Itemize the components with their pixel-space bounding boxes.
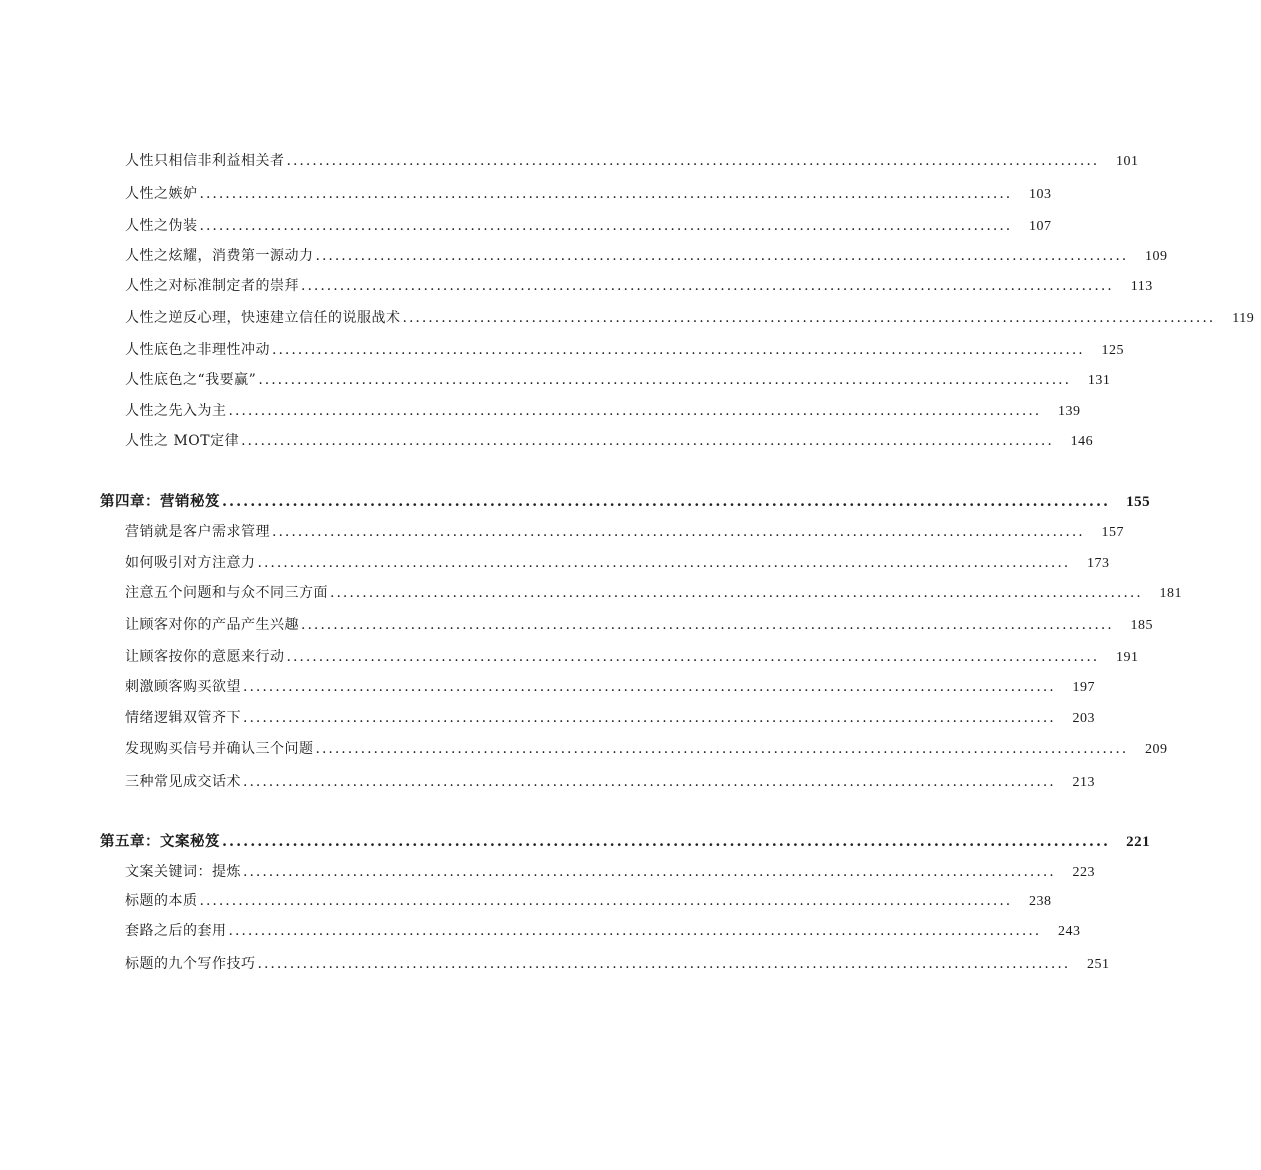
entry-page-number: 243 [1057,924,1081,939]
dot-leader: .............................................................................................................................. [222,493,1111,510]
entry-page-number: 109 [1144,249,1168,264]
dot-leader: .............................................................................................................................. [243,774,1056,790]
dot-leader: .............................................................................................................................. [315,741,1129,757]
toc-entry[interactable] [125,275,1153,297]
entry-title: 人性之嫉妒 [125,186,198,202]
toc-entry[interactable] [125,614,1153,636]
entry-page-number: 113 [1130,279,1153,294]
entry-page-number: 251 [1086,957,1110,972]
entry-title: 发现购买信号并确认三个问题 [125,741,314,757]
dot-leader: .............................................................................................................................. [286,153,1100,169]
dot-leader: .............................................................................................................................. [228,403,1042,419]
entry-title: 标题的本质 [125,893,198,909]
entry-title: 套路之后的套用 [125,923,227,939]
entry-page-number: 203 [1072,711,1095,726]
entry-title: 人性之伪装 [125,218,198,234]
entry-page-number: 139 [1057,404,1081,419]
toc-entry[interactable] [125,582,1182,604]
toc-entry[interactable] [125,400,1081,422]
entry-page-number: 173 [1086,556,1110,571]
entry-page-number: 185 [1130,618,1153,633]
entry-page-number: 191 [1115,650,1139,665]
toc-entry[interactable] [125,707,1095,729]
dot-leader: .............................................................................................................................. [402,310,1216,326]
toc-entry[interactable] [125,953,1110,975]
entry-page-number: 107 [1028,219,1052,234]
entry-title: 让顾客对你的产品产生兴趣 [125,617,299,633]
toc-entry[interactable] [125,521,1124,543]
entry-page-number: 157 [1101,525,1124,540]
toc-entry[interactable] [125,183,1052,205]
toc-entry[interactable] [125,771,1095,793]
dot-leader: .............................................................................................................................. [315,248,1129,264]
dot-leader: .............................................................................................................................. [257,555,1071,571]
toc-chapter-heading[interactable] [100,491,1151,513]
entry-title: 人性之 MOT定律 [125,433,240,449]
toc-chapter-heading[interactable] [100,831,1151,853]
entry-title: 标题的九个写作技巧 [125,956,256,972]
dot-leader: .............................................................................................................................. [301,278,1114,294]
dot-leader: .............................................................................................................................. [330,585,1143,601]
entry-page-number: 213 [1072,775,1095,790]
dot-leader: .............................................................................................................................. [301,617,1114,633]
dot-leader: .............................................................................................................................. [228,923,1042,939]
entry-page-number: 131 [1087,373,1111,388]
dot-leader: .............................................................................................................................. [199,218,1013,234]
toc-entry[interactable] [125,307,1255,329]
dot-leader: .............................................................................................................................. [241,433,1054,449]
toc-entry[interactable] [125,150,1139,172]
toc-entry[interactable] [125,920,1081,942]
toc-entry[interactable] [125,890,1052,912]
entry-page-number: 197 [1072,680,1095,695]
entry-page-number: 119 [1232,311,1255,326]
entry-title: 三种常见成交话术 [125,774,241,790]
entry-title: 让顾客按你的意愿来行动 [125,649,285,665]
toc-entry[interactable] [125,245,1168,267]
entry-title: 注意五个问题和与众不同三方面 [125,585,328,601]
entry-page-number: 101 [1115,154,1139,169]
dot-leader: .............................................................................................................................. [286,649,1100,665]
entry-title: 人性底色之“我要赢” [125,372,257,388]
entry-page-number: 223 [1072,865,1095,880]
entry-title: 文案关键词：提炼 [125,864,241,880]
chapter-title: 第五章：文案秘笈 [100,833,220,850]
entry-page-number: 103 [1028,187,1052,202]
toc-entry[interactable] [125,552,1110,574]
toc-entry[interactable] [125,861,1095,883]
entry-page-number: 181 [1159,586,1182,601]
entry-title: 人性之炫耀，消费第一源动力 [125,248,314,264]
chapter-page-number: 221 [1126,834,1151,850]
entry-title: 人性底色之非理性冲动 [125,342,270,358]
chapter-title: 第四章：营销秘笈 [100,493,220,510]
entry-page-number: 125 [1101,343,1124,358]
entry-title: 人性之逆反心理，快速建立信任的说服战术 [125,310,401,326]
dot-leader: .............................................................................................................................. [243,864,1056,880]
toc-entry[interactable] [125,646,1139,668]
entry-page-number: 238 [1028,894,1052,909]
entry-page-number: 209 [1144,742,1168,757]
entry-title: 刺激顾客购买欲望 [125,679,241,695]
entry-title: 情绪逻辑双管齐下 [125,710,241,726]
toc-entry[interactable] [125,369,1111,391]
dot-leader: .............................................................................................................................. [272,524,1085,540]
dot-leader: .............................................................................................................................. [222,833,1111,850]
toc-entry[interactable] [125,676,1095,698]
dot-leader: .............................................................................................................................. [272,342,1085,358]
dot-leader: .............................................................................................................................. [243,679,1056,695]
entry-title: 人性之先入为主 [125,403,227,419]
dot-leader: .............................................................................................................................. [257,956,1071,972]
toc-entry[interactable] [125,339,1124,361]
entry-title: 人性之对标准制定者的崇拜 [125,278,299,294]
entry-title: 营销就是客户需求管理 [125,524,270,540]
toc-entry[interactable] [125,430,1094,452]
toc-entry[interactable] [125,215,1052,237]
dot-leader: .............................................................................................................................. [258,372,1072,388]
dot-leader: .............................................................................................................................. [199,893,1013,909]
entry-title: 如何吸引对方注意力 [125,555,256,571]
chapter-page-number: 155 [1126,494,1151,510]
entry-title: 人性只相信非利益相关者 [125,153,285,169]
dot-leader: .............................................................................................................................. [243,710,1056,726]
toc-entry[interactable] [125,738,1168,760]
dot-leader: .............................................................................................................................. [199,186,1013,202]
entry-page-number: 146 [1070,434,1094,449]
